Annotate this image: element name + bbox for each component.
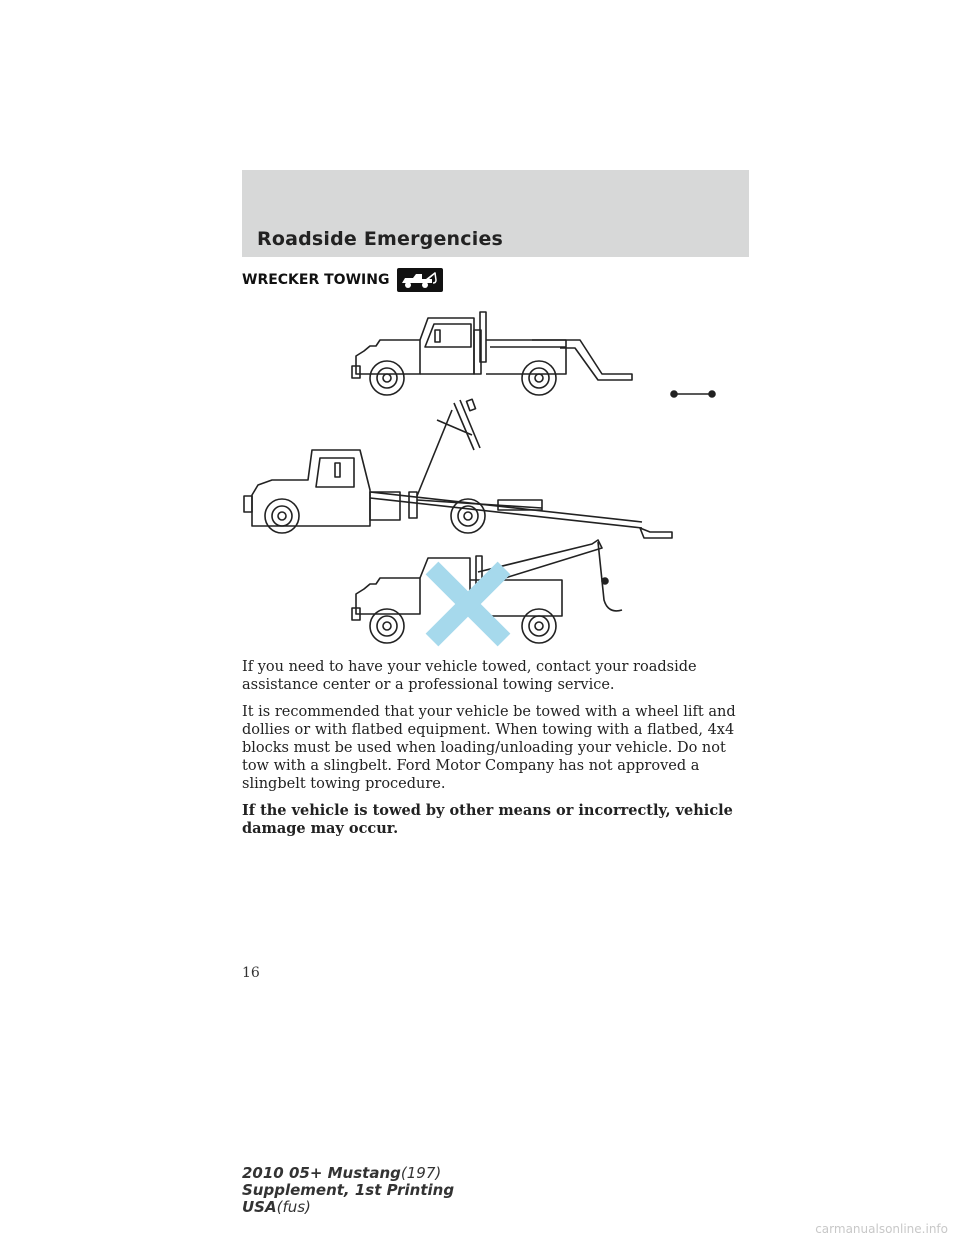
wheel-lift-truck bbox=[352, 312, 632, 395]
not-approved-x-mark bbox=[432, 568, 504, 640]
footer-line-2: Supplement, 1st Printing bbox=[242, 1181, 455, 1199]
paragraph-contact: If you need to have your vehicle towed, contact your roadside assistance center or a professional towing service. bbox=[242, 659, 697, 693]
header-band bbox=[242, 170, 749, 257]
page-number: 16 bbox=[242, 965, 260, 981]
watermark: carmanualsonline.info bbox=[815, 1222, 948, 1236]
footer-market-code: (fus) bbox=[276, 1198, 311, 1216]
towing-illustration bbox=[242, 300, 742, 650]
paragraph-recommendation: It is recommended that your vehicle be towed with a wheel lift and dollies or with flatbed equipment. When towing with a flatbed, 4x4 blocks must be used when loading/unloading your vehicle. Do not tow with a slingbelt. Ford Motor Company has not approved a slingbelt towing procedure. bbox=[242, 704, 736, 792]
footer-market: USA bbox=[242, 1198, 277, 1216]
tow-truck-icon bbox=[397, 268, 443, 292]
page-title: Roadside Emergencies bbox=[257, 228, 504, 250]
section-heading bbox=[242, 268, 443, 292]
footer-line-1 bbox=[242, 1165, 454, 1182]
footer-model-code: (197) bbox=[400, 1164, 442, 1182]
flatbed-truck bbox=[244, 399, 672, 538]
dolly bbox=[671, 391, 715, 397]
paragraph-warning: If the vehicle is towed by other means or incorrectly, vehicle damage may occur. bbox=[242, 802, 733, 837]
footer-line-3 bbox=[242, 1199, 454, 1216]
section-heading-text: WRECKER TOWING bbox=[242, 272, 390, 288]
body-text bbox=[242, 658, 752, 847]
print-footer bbox=[242, 1165, 454, 1216]
footer-model: 2010 05+ Mustang bbox=[242, 1164, 401, 1182]
